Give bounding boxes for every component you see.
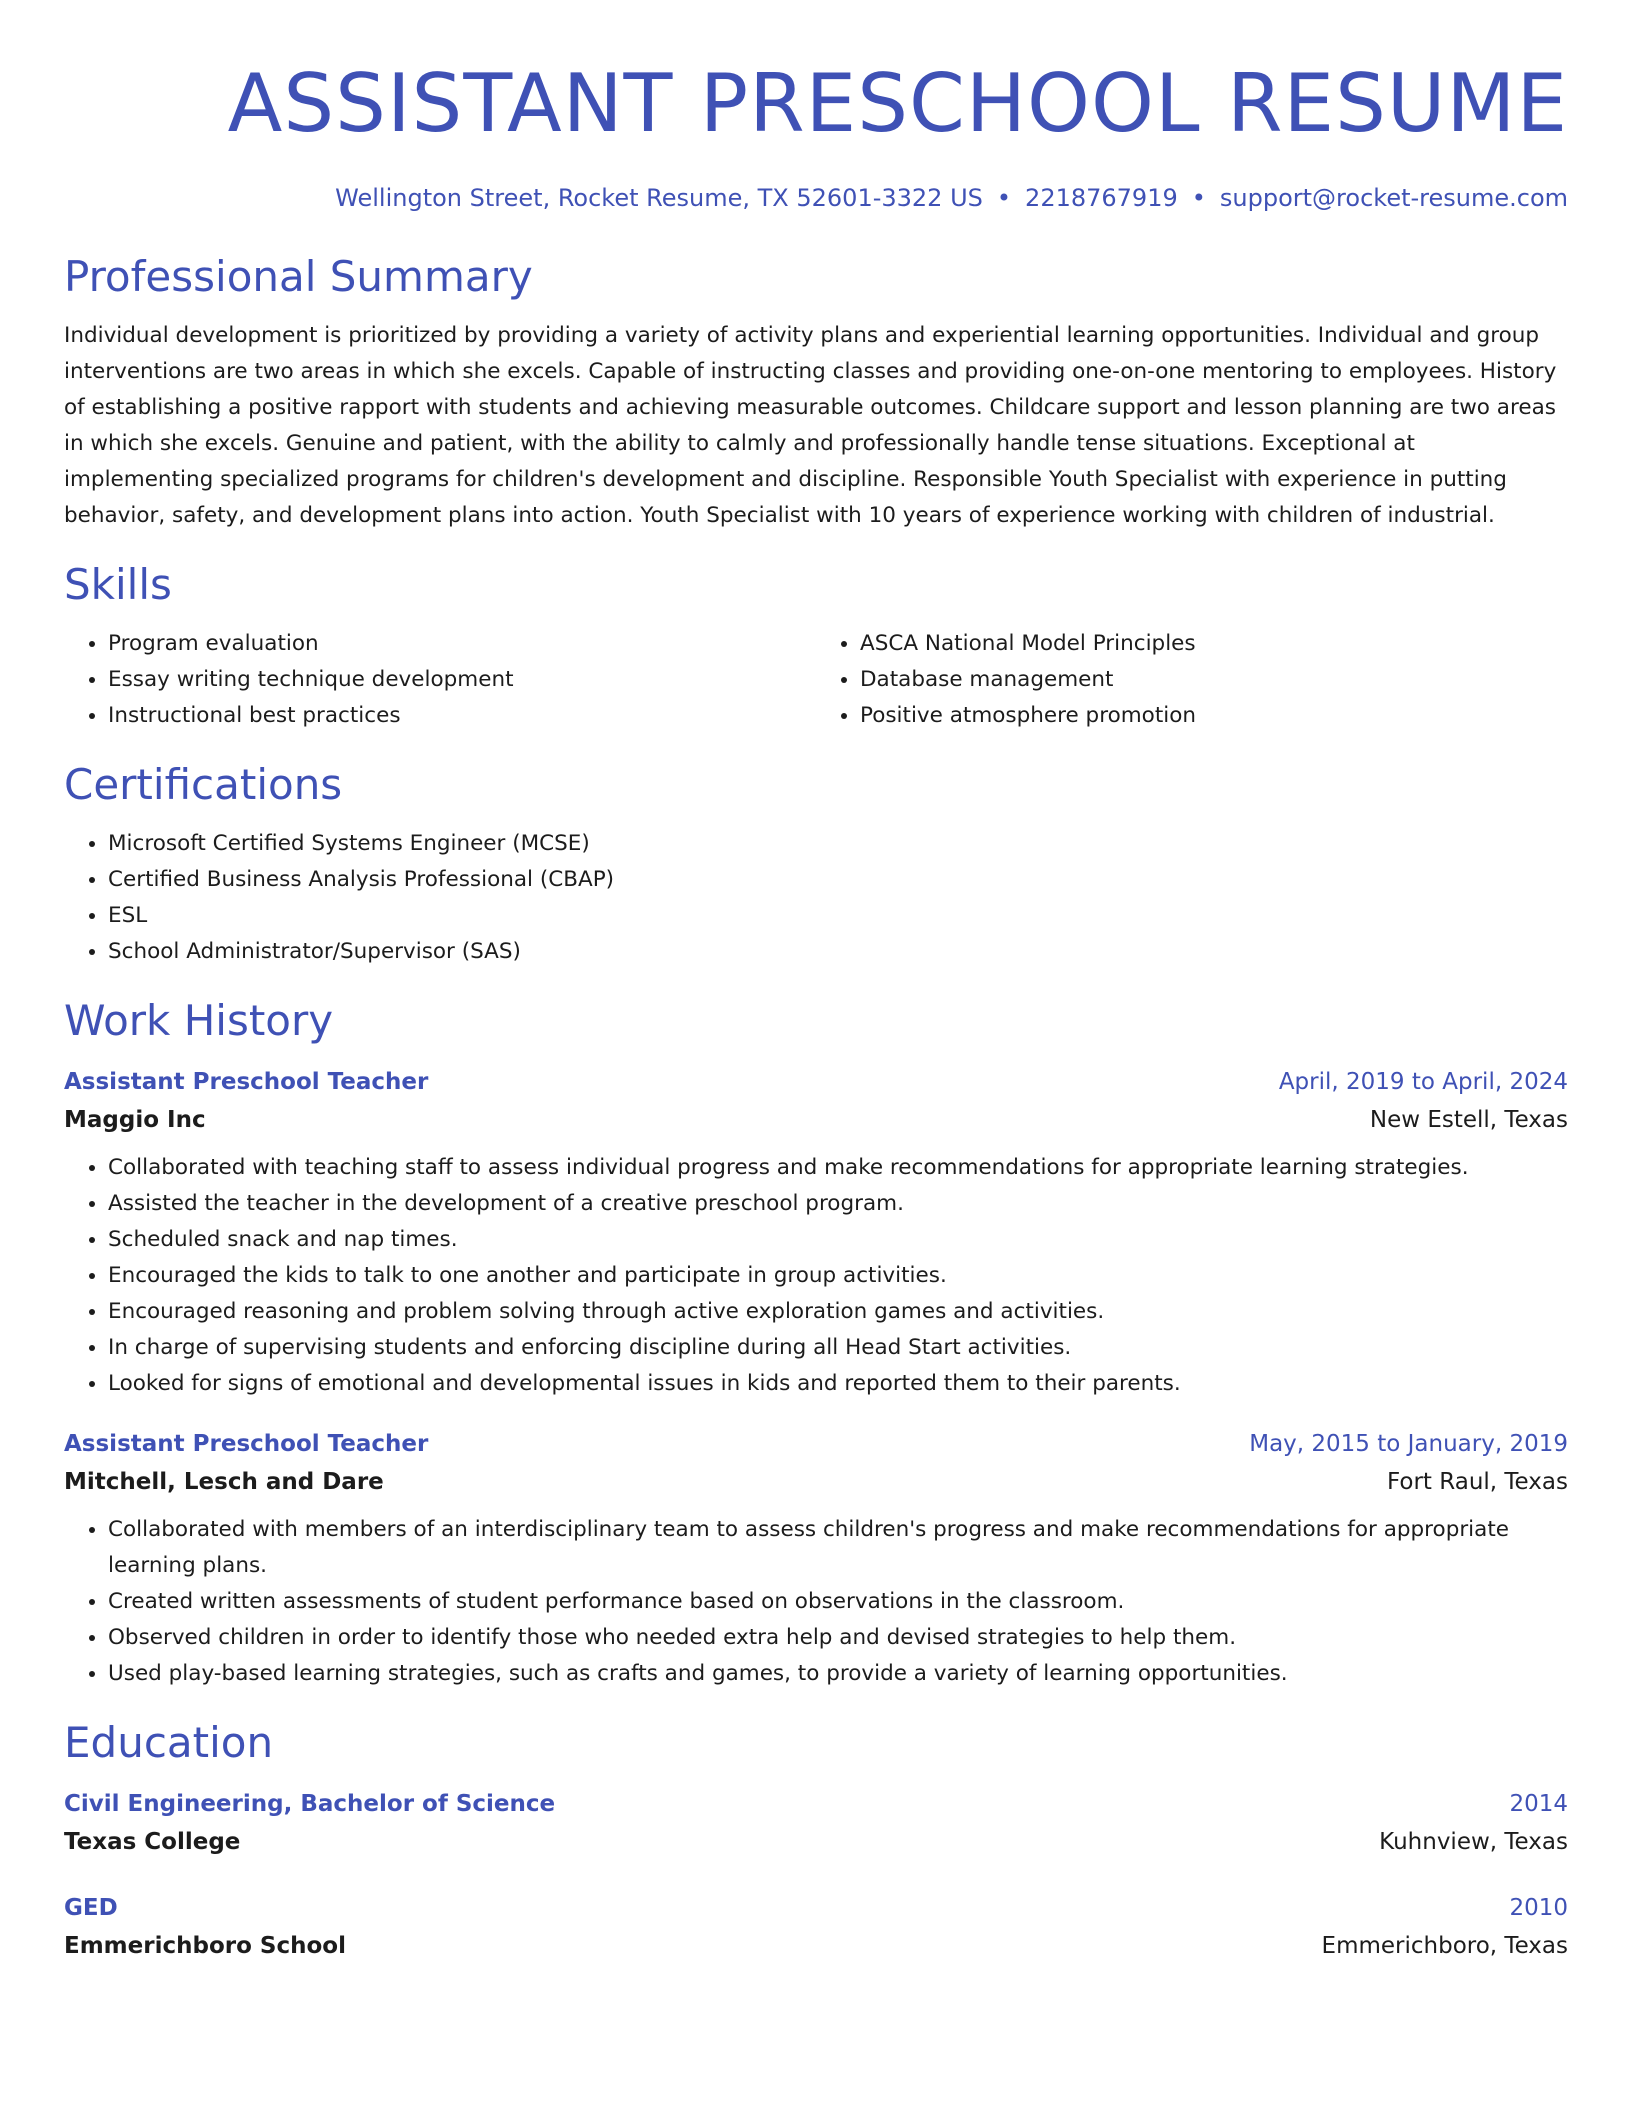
- certifications-section: [64, 758, 1568, 970]
- contact-separator: •: [1191, 184, 1206, 212]
- work-history-section: [64, 994, 1568, 1692]
- job-title: Assistant Preschool Teacher: [64, 1069, 429, 1095]
- education-section: [64, 1716, 1568, 1962]
- job-bullet: • Encouraged reasoning and problem solving through active exploration games and activities.: [108, 1294, 1568, 1330]
- contact-line: [64, 182, 1568, 214]
- education-degree: Civil Engineering, Bachelor of Science: [64, 1791, 556, 1817]
- contact-separator: •: [996, 184, 1012, 212]
- education-school: Emmerichboro School: [64, 1933, 346, 1959]
- education-school: Texas College: [64, 1829, 241, 1855]
- certification-item: • ESL: [108, 898, 1568, 934]
- education-subheader: [64, 1826, 1568, 1858]
- skill-item: • Program evaluation: [108, 626, 816, 662]
- contact-phone: 2218767919: [1025, 184, 1178, 212]
- job-bullet: • Scheduled snack and nap times.: [108, 1222, 1568, 1258]
- job-dates: April, 2019 to April, 2024: [1278, 1069, 1568, 1095]
- certification-item: • Certified Business Analysis Professional (CBAP): [108, 862, 1568, 898]
- job-bullet: • Looked for signs of emotional and developmental issues in kids and reported them to their parents.: [108, 1366, 1568, 1402]
- certification-item: • School Administrator/Supervisor (SAS): [108, 934, 1568, 970]
- education-year: 2014: [1509, 1791, 1568, 1817]
- job-title: Assistant Preschool Teacher: [64, 1431, 429, 1457]
- job-bullet: • Collaborated with members of an interdisciplinary team to assess children's progress and make recommendations for appropriate learning plans.: [108, 1512, 1568, 1584]
- education-header: [64, 1788, 1568, 1820]
- job-bullet: • Encouraged the kids to talk to one another and participate in group activities.: [108, 1258, 1568, 1294]
- skills-list-left: [64, 626, 816, 734]
- job-subheader: [64, 1104, 1568, 1136]
- contact-address: Wellington Street, Rocket Resume, TX 52601-3322 US: [335, 184, 983, 212]
- certification-item: • Microsoft Certified Systems Engineer (MCSE): [108, 826, 1568, 862]
- skill-item: • ASCA National Model Principles: [860, 626, 1568, 662]
- section-heading: Professional Summary: [64, 252, 533, 301]
- job-bullet: • Assisted the teacher in the development of a creative preschool program.: [108, 1186, 1568, 1222]
- education-entry: [64, 1892, 1568, 1962]
- job-entry: [64, 1066, 1568, 1402]
- education-header: [64, 1892, 1568, 1924]
- education-location: Emmerichboro, Texas: [1321, 1933, 1568, 1959]
- education-location: Kuhnview, Texas: [1379, 1829, 1568, 1855]
- education-year: 2010: [1509, 1895, 1568, 1921]
- skill-item: • Essay writing technique development: [108, 662, 816, 698]
- job-subheader: [64, 1466, 1568, 1498]
- skill-item: • Positive atmosphere promotion: [860, 698, 1568, 734]
- skill-item: • Database management: [860, 662, 1568, 698]
- section-heading: Skills: [64, 560, 172, 609]
- contact-email: support@rocket-resume.com: [1219, 184, 1568, 212]
- education-degree: GED: [64, 1895, 118, 1921]
- job-header: [64, 1066, 1568, 1098]
- skills-list-right: [816, 626, 1568, 734]
- section-heading: Education: [64, 1718, 274, 1767]
- summary-text: Individual development is prioritized by providing a variety of activity plans and experiential learning opportunities. Individual and group interventions are two areas in which she excels. Capable of instructing classes and providing one-on-one mentoring to employees. History of establishing a positive rapport with students and achieving measurable outcomes. Childcare support and lesson planning are two areas in which she excels. Genuine and patient, with the ability to calmly and professionally handle tense situations. Exceptional at implementing specialized programs for children's development and discipline. Responsible Youth Specialist with experience in putting behavior, safety, and development plans into action. Youth Specialist with 10 years of experience working with children of industrial.: [64, 323, 1557, 528]
- education-subheader: [64, 1930, 1568, 1962]
- certifications-list: [64, 826, 1568, 970]
- section-heading: Certifications: [64, 760, 343, 809]
- job-bullet: • Collaborated with teaching staff to assess individual progress and make recommendations for appropriate learning strategies.: [108, 1150, 1568, 1186]
- skills-section: [64, 558, 1568, 734]
- job-header: [64, 1428, 1568, 1460]
- section-heading: Work History: [64, 996, 334, 1045]
- job-bullet: • Created written assessments of student performance based on observations in the classroom.: [108, 1584, 1568, 1620]
- summary-section: [64, 250, 1568, 534]
- job-entry: [64, 1428, 1568, 1692]
- job-company: Maggio Inc: [64, 1107, 206, 1133]
- job-bullet: • Observed children in order to identify those who needed extra help and devised strategies to help them.: [108, 1620, 1568, 1656]
- job-location: Fort Raul, Texas: [1386, 1469, 1568, 1495]
- skill-item: • Instructional best practices: [108, 698, 816, 734]
- job-bullet: • Used play-based learning strategies, such as crafts and games, to provide a variety of learning opportunities.: [108, 1656, 1568, 1692]
- job-location: New Estell, Texas: [1369, 1107, 1568, 1133]
- job-bullets: [64, 1150, 1568, 1402]
- job-dates: May, 2015 to January, 2019: [1249, 1431, 1568, 1457]
- job-company: Mitchell, Lesch and Dare: [64, 1469, 384, 1495]
- skills-columns: [64, 626, 1568, 734]
- job-bullets: [64, 1512, 1568, 1692]
- education-entry: [64, 1788, 1568, 1858]
- job-bullet: • In charge of supervising students and enforcing discipline during all Head Start activities.: [108, 1330, 1568, 1366]
- resume-title: ASSISTANT PRESCHOOL RESUME: [227, 57, 1568, 150]
